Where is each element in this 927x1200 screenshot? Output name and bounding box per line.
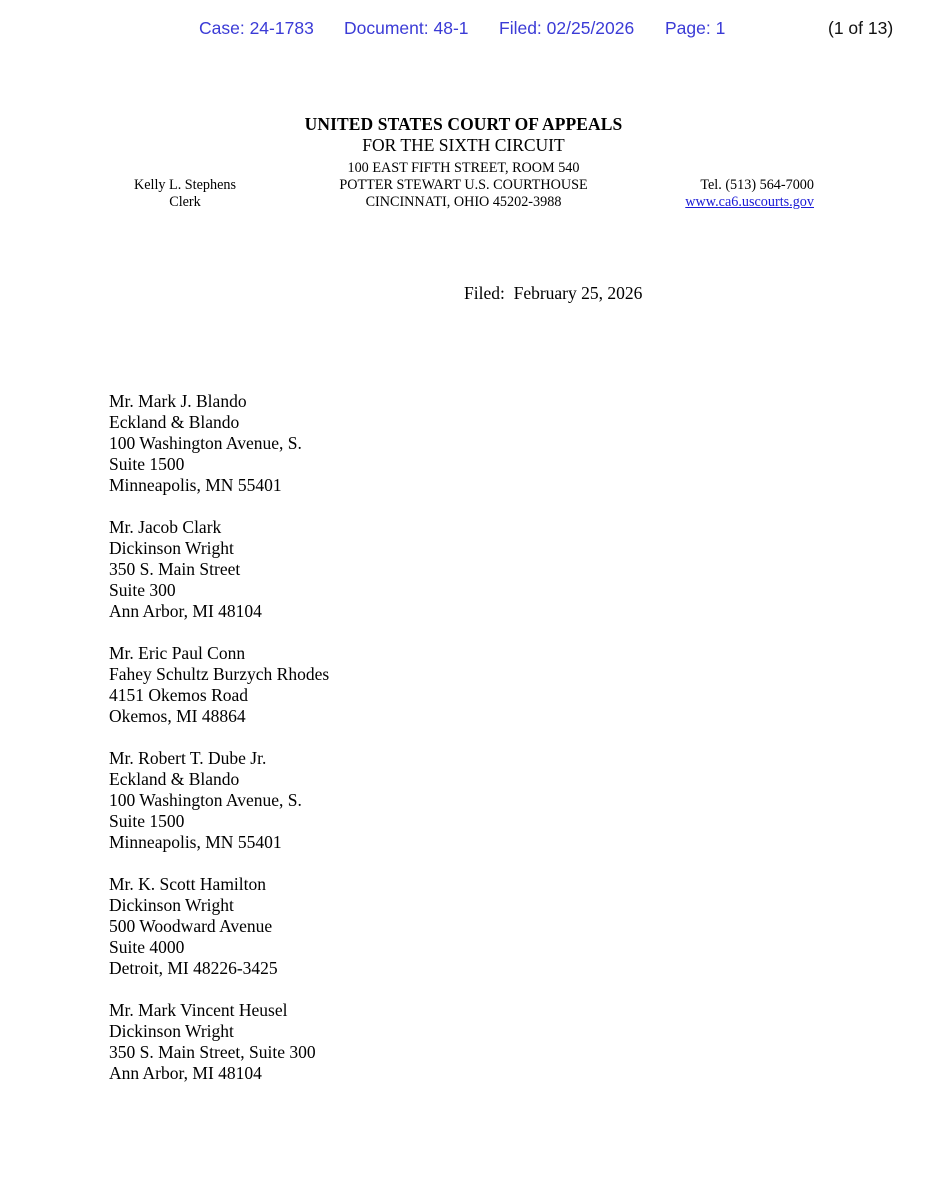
- recipient-firm: Dickinson Wright: [109, 538, 234, 558]
- address-line: 100 EAST FIFTH STREET, ROOM 540: [347, 160, 580, 176]
- pacer-header-stamp: [0, 17, 927, 41]
- clerk-block: [110, 177, 260, 211]
- recipient-name: Mr. Mark J. Blando: [109, 391, 247, 411]
- recipient-street: 350 S. Main Street, Suite 300: [109, 1042, 316, 1062]
- filed-date: Filed: February 25, 2026: [464, 283, 643, 303]
- recipient-address: [109, 874, 329, 979]
- recipient-firm: Dickinson Wright: [109, 1021, 234, 1041]
- recipient-address: [109, 748, 329, 853]
- recipient-firm: Dickinson Wright: [109, 895, 234, 915]
- recipient-name: Mr. Jacob Clark: [109, 517, 222, 537]
- recipient-name: Mr. Mark Vincent Heusel: [109, 1000, 288, 1020]
- telephone: Tel. (513) 564-7000: [700, 177, 814, 193]
- page-number: Page: 1: [665, 18, 726, 38]
- recipient-address: [109, 391, 329, 496]
- recipient-street: 100 Washington Avenue, S.: [109, 433, 302, 453]
- court-website-link[interactable]: www.ca6.uscourts.gov: [685, 194, 814, 210]
- clerk-title: Clerk: [169, 194, 201, 210]
- document-number: Document: 48-1: [344, 18, 469, 38]
- recipient-name: Mr. K. Scott Hamilton: [109, 874, 267, 894]
- recipient-firm: Fahey Schultz Burzych Rhodes: [109, 664, 330, 684]
- recipient-address: [109, 643, 329, 727]
- court-title: UNITED STATES COURT OF APPEALS: [304, 114, 623, 134]
- contact-block: [685, 177, 814, 211]
- recipient-city: Okemos, MI 48864: [109, 706, 246, 726]
- court-subtitle: FOR THE SIXTH CIRCUIT: [362, 135, 565, 155]
- recipient-city: Minneapolis, MN 55401: [109, 832, 282, 852]
- recipient-name: Mr. Eric Paul Conn: [109, 643, 246, 663]
- recipient-city: Detroit, MI 48226-3425: [109, 958, 278, 978]
- recipient-street: 4151 Okemos Road: [109, 685, 249, 705]
- recipient-city: Ann Arbor, MI 48104: [109, 1063, 262, 1083]
- clerk-name: Kelly L. Stephens: [133, 177, 237, 193]
- address-line: CINCINNATI, OHIO 45202-3988: [365, 194, 562, 210]
- recipient-list: [109, 391, 329, 1105]
- recipient-firm: Eckland & Blando: [109, 412, 240, 432]
- recipient-suite: Suite 4000: [109, 937, 185, 957]
- recipient-name: Mr. Robert T. Dube Jr.: [109, 748, 267, 768]
- recipient-address: [109, 517, 329, 622]
- recipient-suite: Suite 300: [109, 580, 176, 600]
- page-count: (1 of 13): [828, 18, 894, 38]
- recipient-street: 350 S. Main Street: [109, 559, 241, 579]
- recipient-firm: Eckland & Blando: [109, 769, 240, 789]
- recipient-street: 500 Woodward Avenue: [109, 916, 273, 936]
- case-number: Case: 24-1783: [199, 18, 314, 38]
- recipient-suite: Suite 1500: [109, 811, 185, 831]
- address-line: POTTER STEWART U.S. COURTHOUSE: [339, 177, 588, 193]
- recipient-city: Minneapolis, MN 55401: [109, 475, 282, 495]
- recipient-city: Ann Arbor, MI 48104: [109, 601, 262, 621]
- recipient-address: [109, 1000, 329, 1084]
- filed-stamp-date: Filed: 02/25/2026: [499, 18, 635, 38]
- recipient-street: 100 Washington Avenue, S.: [109, 790, 302, 810]
- recipient-suite: Suite 1500: [109, 454, 185, 474]
